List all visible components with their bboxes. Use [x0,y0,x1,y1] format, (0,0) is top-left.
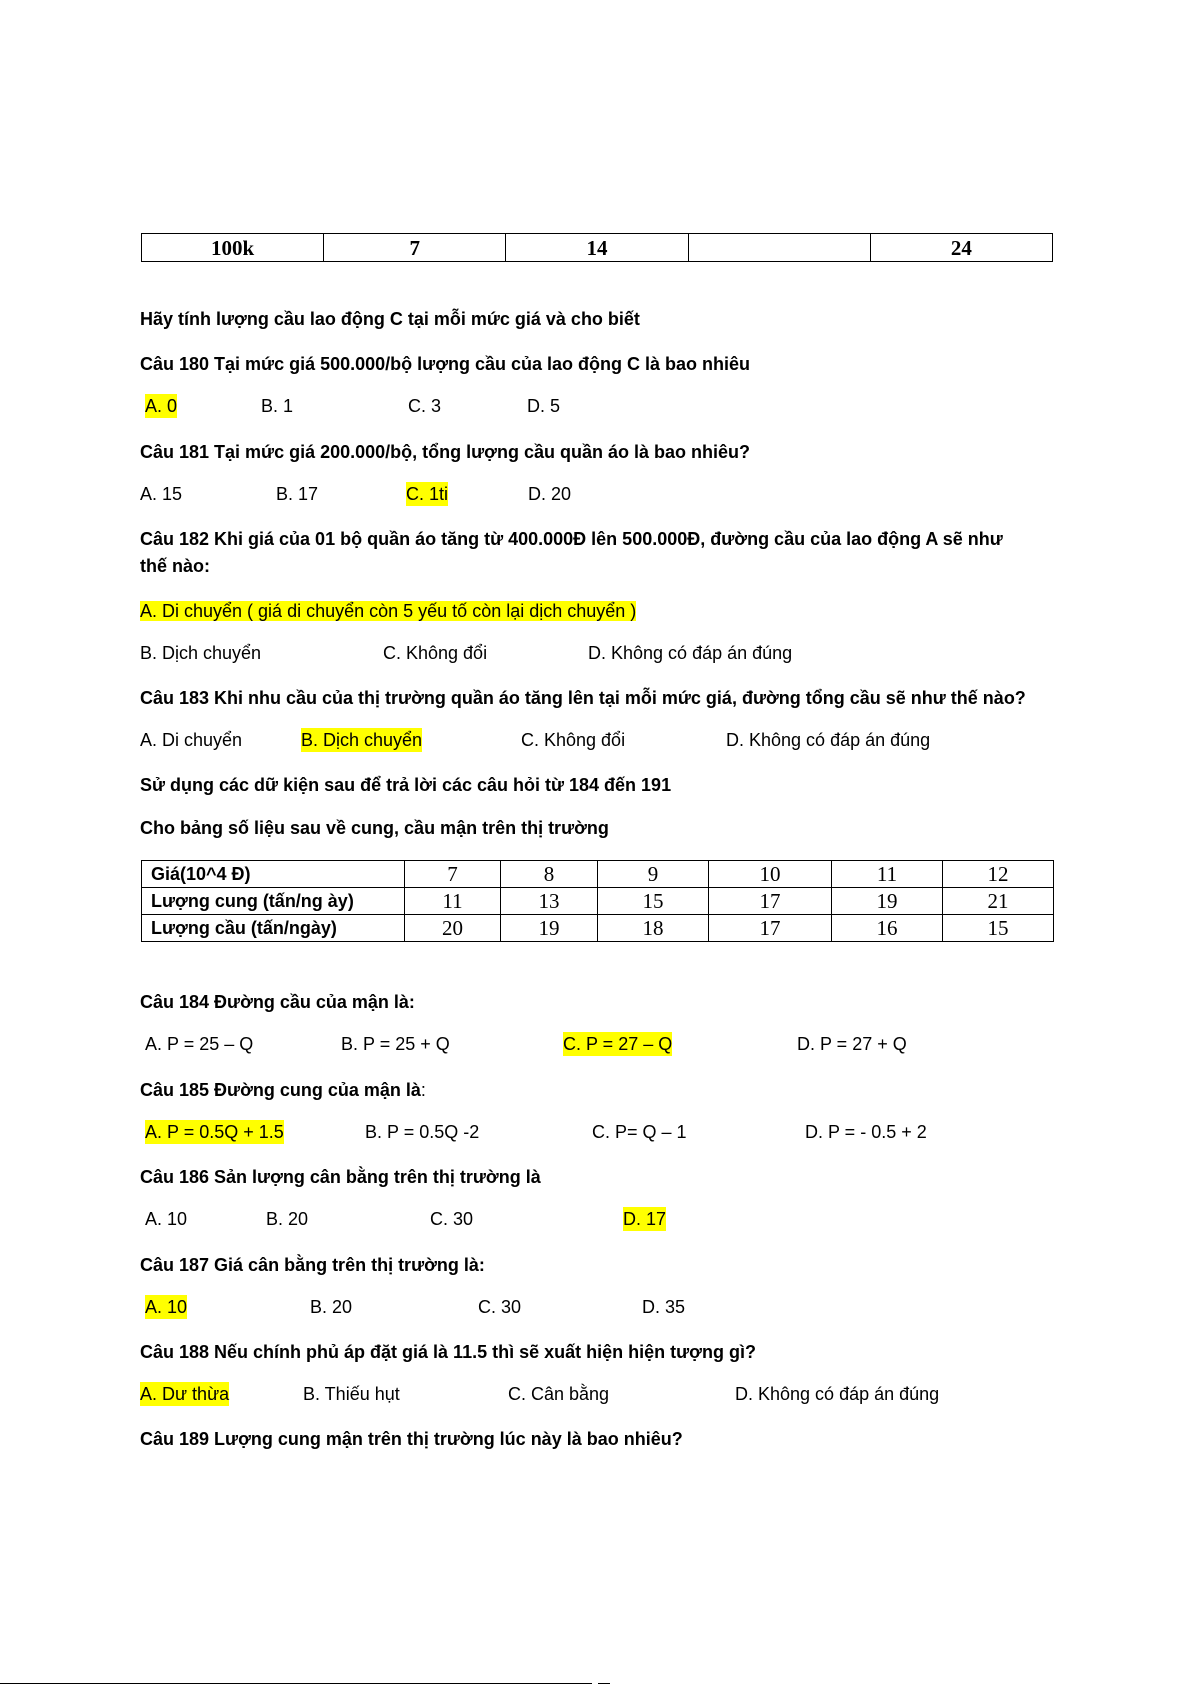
answer-option: C. 30 [478,1297,522,1317]
question-185-colon: : [420,1080,426,1100]
question-185 [140,1078,426,1102]
table-cell: 14 [506,234,688,262]
answer-option: B. 1 [261,396,294,416]
table-cell: 15 [598,888,709,915]
answer-option-correct: A. Dư thừa [140,1384,230,1404]
question-187: Câu 187 Giá cân bằng trên thị trường là: [140,1255,485,1275]
row-label: Lượng cầu (tấn/ngày) [142,915,405,942]
answer-option-correct: A. 10 [145,1297,188,1317]
answer-option-correct: A. 0 [145,396,178,416]
answer-option: B. Thiếu hụt [303,1384,400,1404]
answer-option-correct: A. Di chuyển ( giá di chuyển còn 5 yếu tố còn lại dịch chuyển ) [140,601,637,621]
answer-option: A. 10 [145,1209,188,1229]
table-cell: 13 [501,888,598,915]
answer-option: B. P = 25 + Q [341,1034,450,1054]
answer-option: A. 15 [140,484,183,504]
answer-option: C. 30 [430,1209,474,1229]
table-cell: 7 [405,861,501,888]
question-185-text: Câu 185 Đường cung của mận là [140,1080,421,1100]
answer-option: D. Không có đáp án đúng [588,643,793,663]
instruction-text: Sử dụng các dữ kiện sau để trả lời các câu hỏi từ 184 đến 191 [140,775,672,795]
answer-option: B. Dịch chuyển [140,643,262,663]
answer-option: B. 17 [276,484,319,504]
question-188: Câu 188 Nếu chính phủ áp đặt giá là 11.5 thì sẽ xuất hiện hiện tượng gì? [140,1342,756,1362]
answer-option: B. P = 0.5Q -2 [365,1122,480,1142]
table-cell: 15 [943,915,1054,942]
table-intro-text: Cho bảng số liệu sau về cung, cầu mận trên thị trường [140,818,609,838]
table-cell: 10 [709,861,832,888]
table-cell: 11 [405,888,501,915]
answer-option: D. P = 27 + Q [797,1034,907,1054]
answer-option: D. 20 [528,484,572,504]
table-cell: 16 [832,915,943,942]
answer-option-correct: C. 1ti [406,484,449,504]
table-row [142,234,1053,262]
top-partial-table [141,233,1053,262]
question-183: Câu 183 Khi nhu cầu của thị trường quần áo tăng lên tại mỗi mức giá, đường tổng cầu sẽ như thế nào? [140,688,1026,708]
answer-option: C. Không đổi [383,643,488,663]
table-cell: 11 [832,861,943,888]
table-row [142,861,1054,888]
table-cell: 7 [324,234,506,262]
question-182-cont: thế nào: [140,556,210,576]
table-cell: 21 [943,888,1054,915]
table-cell: 12 [943,861,1054,888]
table-cell: 17 [709,888,832,915]
table-cell [688,234,870,262]
answer-option: C. Cân bằng [508,1384,610,1404]
table-cell: 24 [870,234,1052,262]
supply-demand-table [141,860,1054,942]
answer-option: D. Không có đáp án đúng [735,1384,940,1404]
answer-option: C. P= Q – 1 [592,1122,687,1142]
table-row [142,888,1054,915]
intro-text: Hãy tính lượng cầu lao động C tại mỗi mức giá và cho biết [140,309,640,329]
answer-option: B. 20 [266,1209,309,1229]
answer-option: D. 5 [527,396,561,416]
answer-option: D. P = - 0.5 + 2 [805,1122,927,1142]
row-label: Lượng cung (tấn/ng ày) [142,888,405,915]
question-184: Câu 184 Đường cầu của mận là: [140,992,415,1012]
table-cell: 20 [405,915,501,942]
table-cell: 19 [501,915,598,942]
answer-option: C. 3 [408,396,442,416]
table-cell: 17 [709,915,832,942]
answer-option: B. 20 [310,1297,353,1317]
question-186: Câu 186 Sản lượng cân bằng trên thị trường là [140,1167,541,1187]
answer-option-correct: B. Dịch chuyển [301,730,423,750]
row-label: Giá(10^4 Đ) [142,861,405,888]
answer-option: D. 35 [642,1297,686,1317]
table-cell: 18 [598,915,709,942]
question-181: Câu 181 Tại mức giá 200.000/bộ, tổng lượng cầu quần áo là bao nhiêu? [140,442,750,462]
table-row [142,915,1054,942]
answer-option: D. Không có đáp án đúng [726,730,931,750]
answer-row-182-a [140,599,636,623]
question-189: Câu 189 Lượng cung mận trên thị trường lúc này là bao nhiêu? [140,1429,683,1449]
table-cell: 9 [598,861,709,888]
answer-option: A. P = 25 – Q [145,1034,254,1054]
question-180: Câu 180 Tại mức giá 500.000/bộ lượng cầu của lao động C là bao nhiêu [140,354,751,374]
answer-option-correct: D. 17 [623,1209,667,1229]
answer-option: C. Không đổi [521,730,626,750]
answer-option-correct: A. P = 0.5Q + 1.5 [145,1122,284,1142]
table-cell: 19 [832,888,943,915]
question-182: Câu 182 Khi giá của 01 bộ quần áo tăng từ 400.000Đ lên 500.000Đ, đường cầu của lao động A sẽ như [140,529,1003,549]
answer-option: A. Di chuyển [140,730,243,750]
table-cell: 8 [501,861,598,888]
table-cell: 100k [142,234,324,262]
page-bottom-rule-short [598,1683,610,1684]
answer-option-correct: C. P = 27 – Q [563,1034,673,1054]
page-bottom-rule [0,1683,592,1684]
